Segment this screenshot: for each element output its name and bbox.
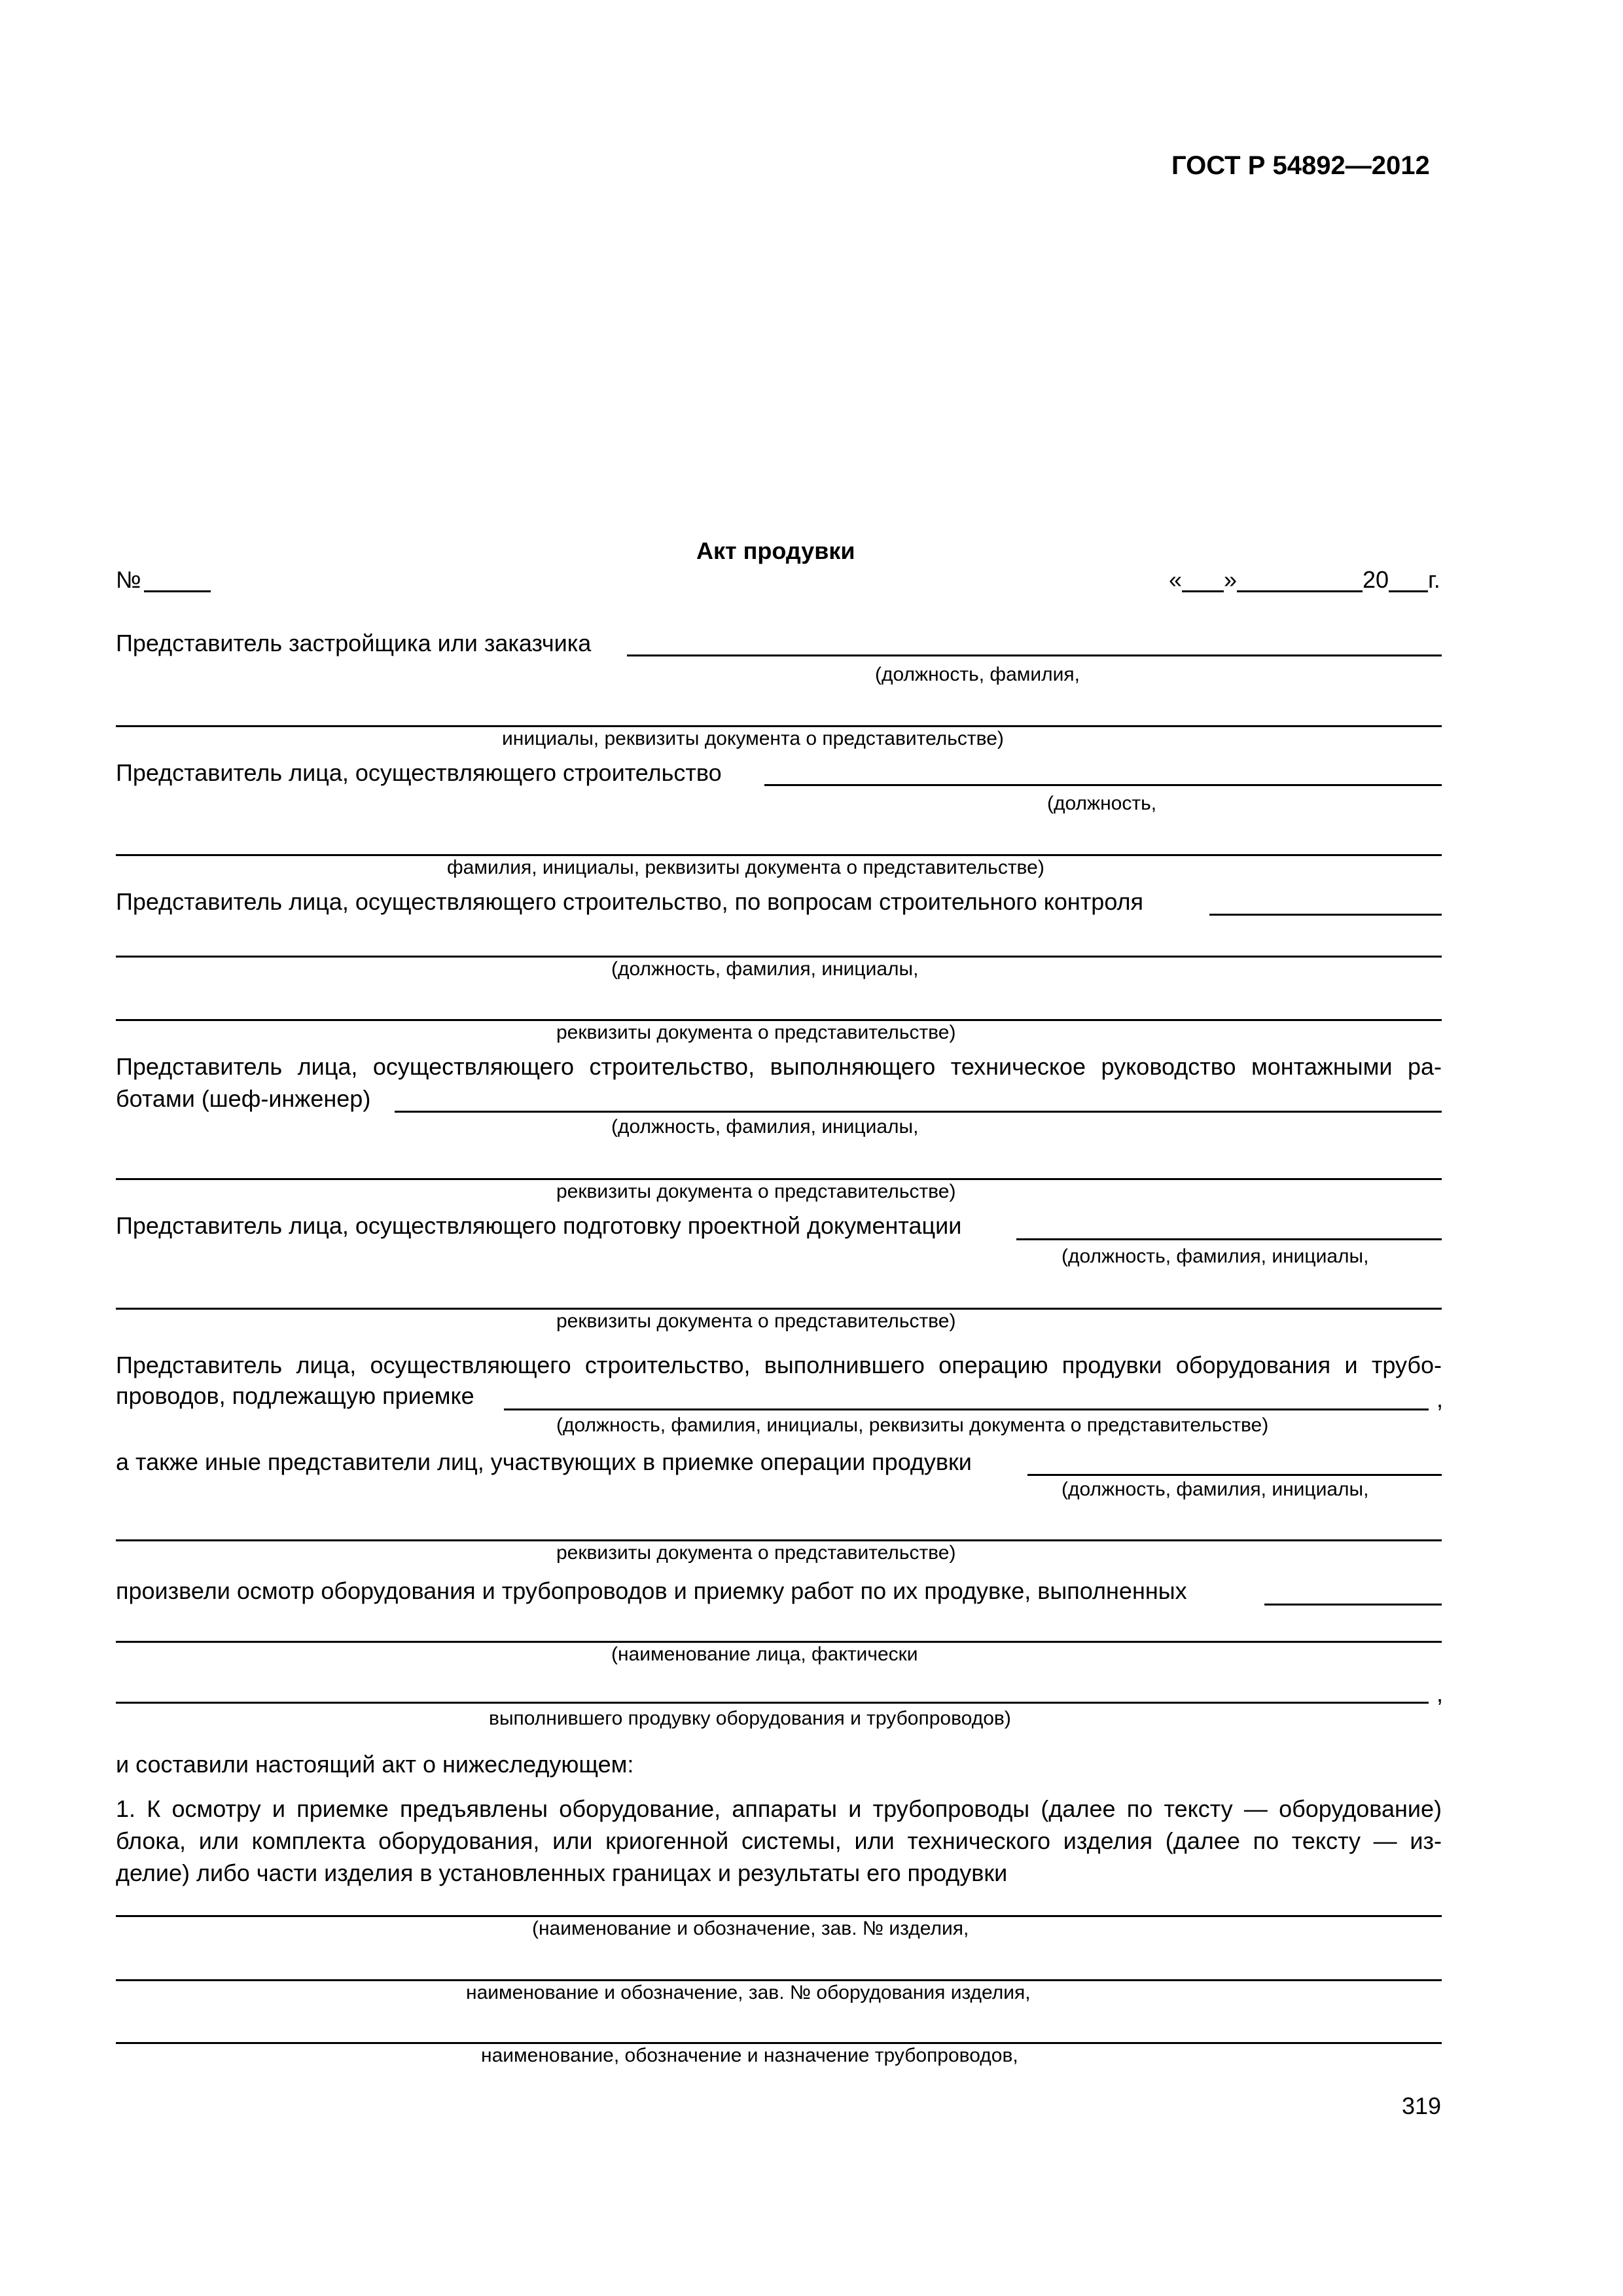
rep3-field-continued[interactable] bbox=[116, 956, 1442, 958]
rep4-field-continued[interactable] bbox=[116, 1178, 1442, 1180]
act-number-field[interactable] bbox=[144, 590, 211, 592]
inspection-label: произвели осмотр оборудования и трубопроводов и приемку работ по их продувке, выполненных bbox=[116, 1577, 1187, 1604]
date-open-quote: « bbox=[1169, 566, 1183, 593]
rep5-field[interactable] bbox=[1016, 1238, 1442, 1240]
date-close-quote: » bbox=[1224, 566, 1238, 593]
item1-caption3: наименование, обозначение и назначение трубопроводов, bbox=[481, 2045, 1018, 2066]
rep1-field[interactable] bbox=[627, 655, 1442, 656]
inspection-field-final[interactable] bbox=[116, 1702, 1429, 1704]
rep1-label: Представитель застройщика или заказчика bbox=[116, 630, 592, 656]
item1-field2[interactable] bbox=[116, 1979, 1442, 1981]
rep6-comma: , bbox=[1436, 1386, 1444, 1412]
item1-field3[interactable] bbox=[116, 2042, 1442, 2044]
date-year-field[interactable] bbox=[1389, 590, 1428, 592]
rep3-field[interactable] bbox=[1209, 914, 1442, 916]
date-year-suffix: г. bbox=[1428, 566, 1440, 593]
inspection-caption-continued: выполнившего продувку оборудования и трубопроводов) bbox=[489, 1708, 1011, 1729]
rep6-caption: (должность, фамилия, инициалы, реквизиты документа о представительстве) bbox=[556, 1414, 1269, 1436]
rep1-caption: (должность, фамилия, bbox=[875, 664, 1080, 685]
inspection-caption: (наименование лица, фактически bbox=[611, 1643, 918, 1665]
item1-line2: блока, или комплекта оборудования, или криогенной системы, или технического изделия (далее по тексту — из- bbox=[116, 1827, 1442, 1854]
rep4-label-line1: Представитель лица, осуществляющего строительство, выполняющего техническое руководство монтажными ра- bbox=[116, 1053, 1442, 1080]
rep4-caption: (должность, фамилия, инициалы, bbox=[611, 1116, 919, 1138]
date-month-field[interactable] bbox=[1237, 590, 1363, 592]
rep2-label: Представитель лица, осуществляющего строительство bbox=[116, 759, 722, 786]
rep3-label: Представитель лица, осуществляющего строительство, по вопросам строительного контроля bbox=[116, 888, 1144, 915]
item1-field1[interactable] bbox=[116, 1915, 1442, 1917]
inspection-field[interactable] bbox=[1264, 1604, 1442, 1605]
rep5-caption: (должность, фамилия, инициалы, bbox=[1061, 1246, 1369, 1267]
rep5-caption-continued: реквизиты документа о представительстве) bbox=[556, 1310, 956, 1332]
rep1-field-continued[interactable] bbox=[116, 725, 1442, 727]
rep4-label-line2: ботами (шеф-инженер) bbox=[116, 1085, 371, 1112]
rep1-caption-continued: инициалы, реквизиты документа о представительстве) bbox=[502, 728, 1004, 749]
rep4-caption-continued: реквизиты документа о представительстве) bbox=[556, 1181, 956, 1202]
rep2-field[interactable] bbox=[764, 784, 1442, 786]
document-title: Акт продувки bbox=[696, 537, 855, 564]
item1-line3: делие) либо части изделия в установленных границах и результаты его продувки bbox=[116, 1859, 1008, 1886]
item1-line1: 1. К осмотру и приемке предъявлены оборудование, аппараты и трубопроводы (далее по тексту — оборудование) bbox=[116, 1795, 1442, 1822]
rep5-label: Представитель лица, осуществляющего подготовку проектной документации bbox=[116, 1212, 962, 1239]
rep4-field[interactable] bbox=[395, 1111, 1442, 1113]
rep3-caption: (должность, фамилия, инициалы, bbox=[611, 958, 919, 980]
rep7-caption: (должность, фамилия, инициалы, bbox=[1061, 1479, 1369, 1500]
rep2-caption-continued: фамилия, инициалы, реквизиты документа о представительстве) bbox=[447, 857, 1044, 878]
page-number: 319 bbox=[1402, 2092, 1442, 2119]
rep5-field-continued[interactable] bbox=[116, 1308, 1442, 1310]
rep2-caption: (должность, bbox=[1047, 793, 1157, 814]
item1-caption2: наименование и обозначение, зав. № оборудования изделия, bbox=[466, 1982, 1031, 2003]
date-day-field[interactable] bbox=[1182, 590, 1224, 592]
item1-caption1: (наименование и обозначение, зав. № изделия, bbox=[532, 1918, 969, 1939]
act-number-label: № bbox=[116, 566, 141, 593]
rep7-caption-continued: реквизиты документа о представительстве) bbox=[556, 1542, 956, 1564]
rep3-caption-continued: реквизиты документа о представительстве) bbox=[556, 1022, 956, 1043]
rep7-label: а также иные представители лиц, участвующих в приемке операции продувки bbox=[116, 1448, 972, 1475]
rep6-field[interactable] bbox=[504, 1408, 1429, 1410]
intro-text: и составили настоящий акт о нижеследующем: bbox=[116, 1751, 634, 1778]
rep7-field[interactable] bbox=[1027, 1474, 1442, 1476]
rep6-label-line2: проводов, подлежащую приемке bbox=[116, 1382, 474, 1409]
rep6-label-line1: Представитель лица, осуществляющего строительство, выполнившего операцию продувки оборудования и трубо- bbox=[116, 1352, 1442, 1378]
rep7-field-continued[interactable] bbox=[116, 1539, 1442, 1541]
inspection-field-continued[interactable] bbox=[116, 1641, 1442, 1643]
rep3-field-final[interactable] bbox=[116, 1019, 1442, 1021]
rep2-field-continued[interactable] bbox=[116, 854, 1442, 856]
inspection-comma: , bbox=[1436, 1680, 1444, 1707]
date-year-prefix: 20 bbox=[1363, 566, 1389, 593]
standard-header: ГОСТ Р 54892—2012 bbox=[1171, 151, 1430, 180]
